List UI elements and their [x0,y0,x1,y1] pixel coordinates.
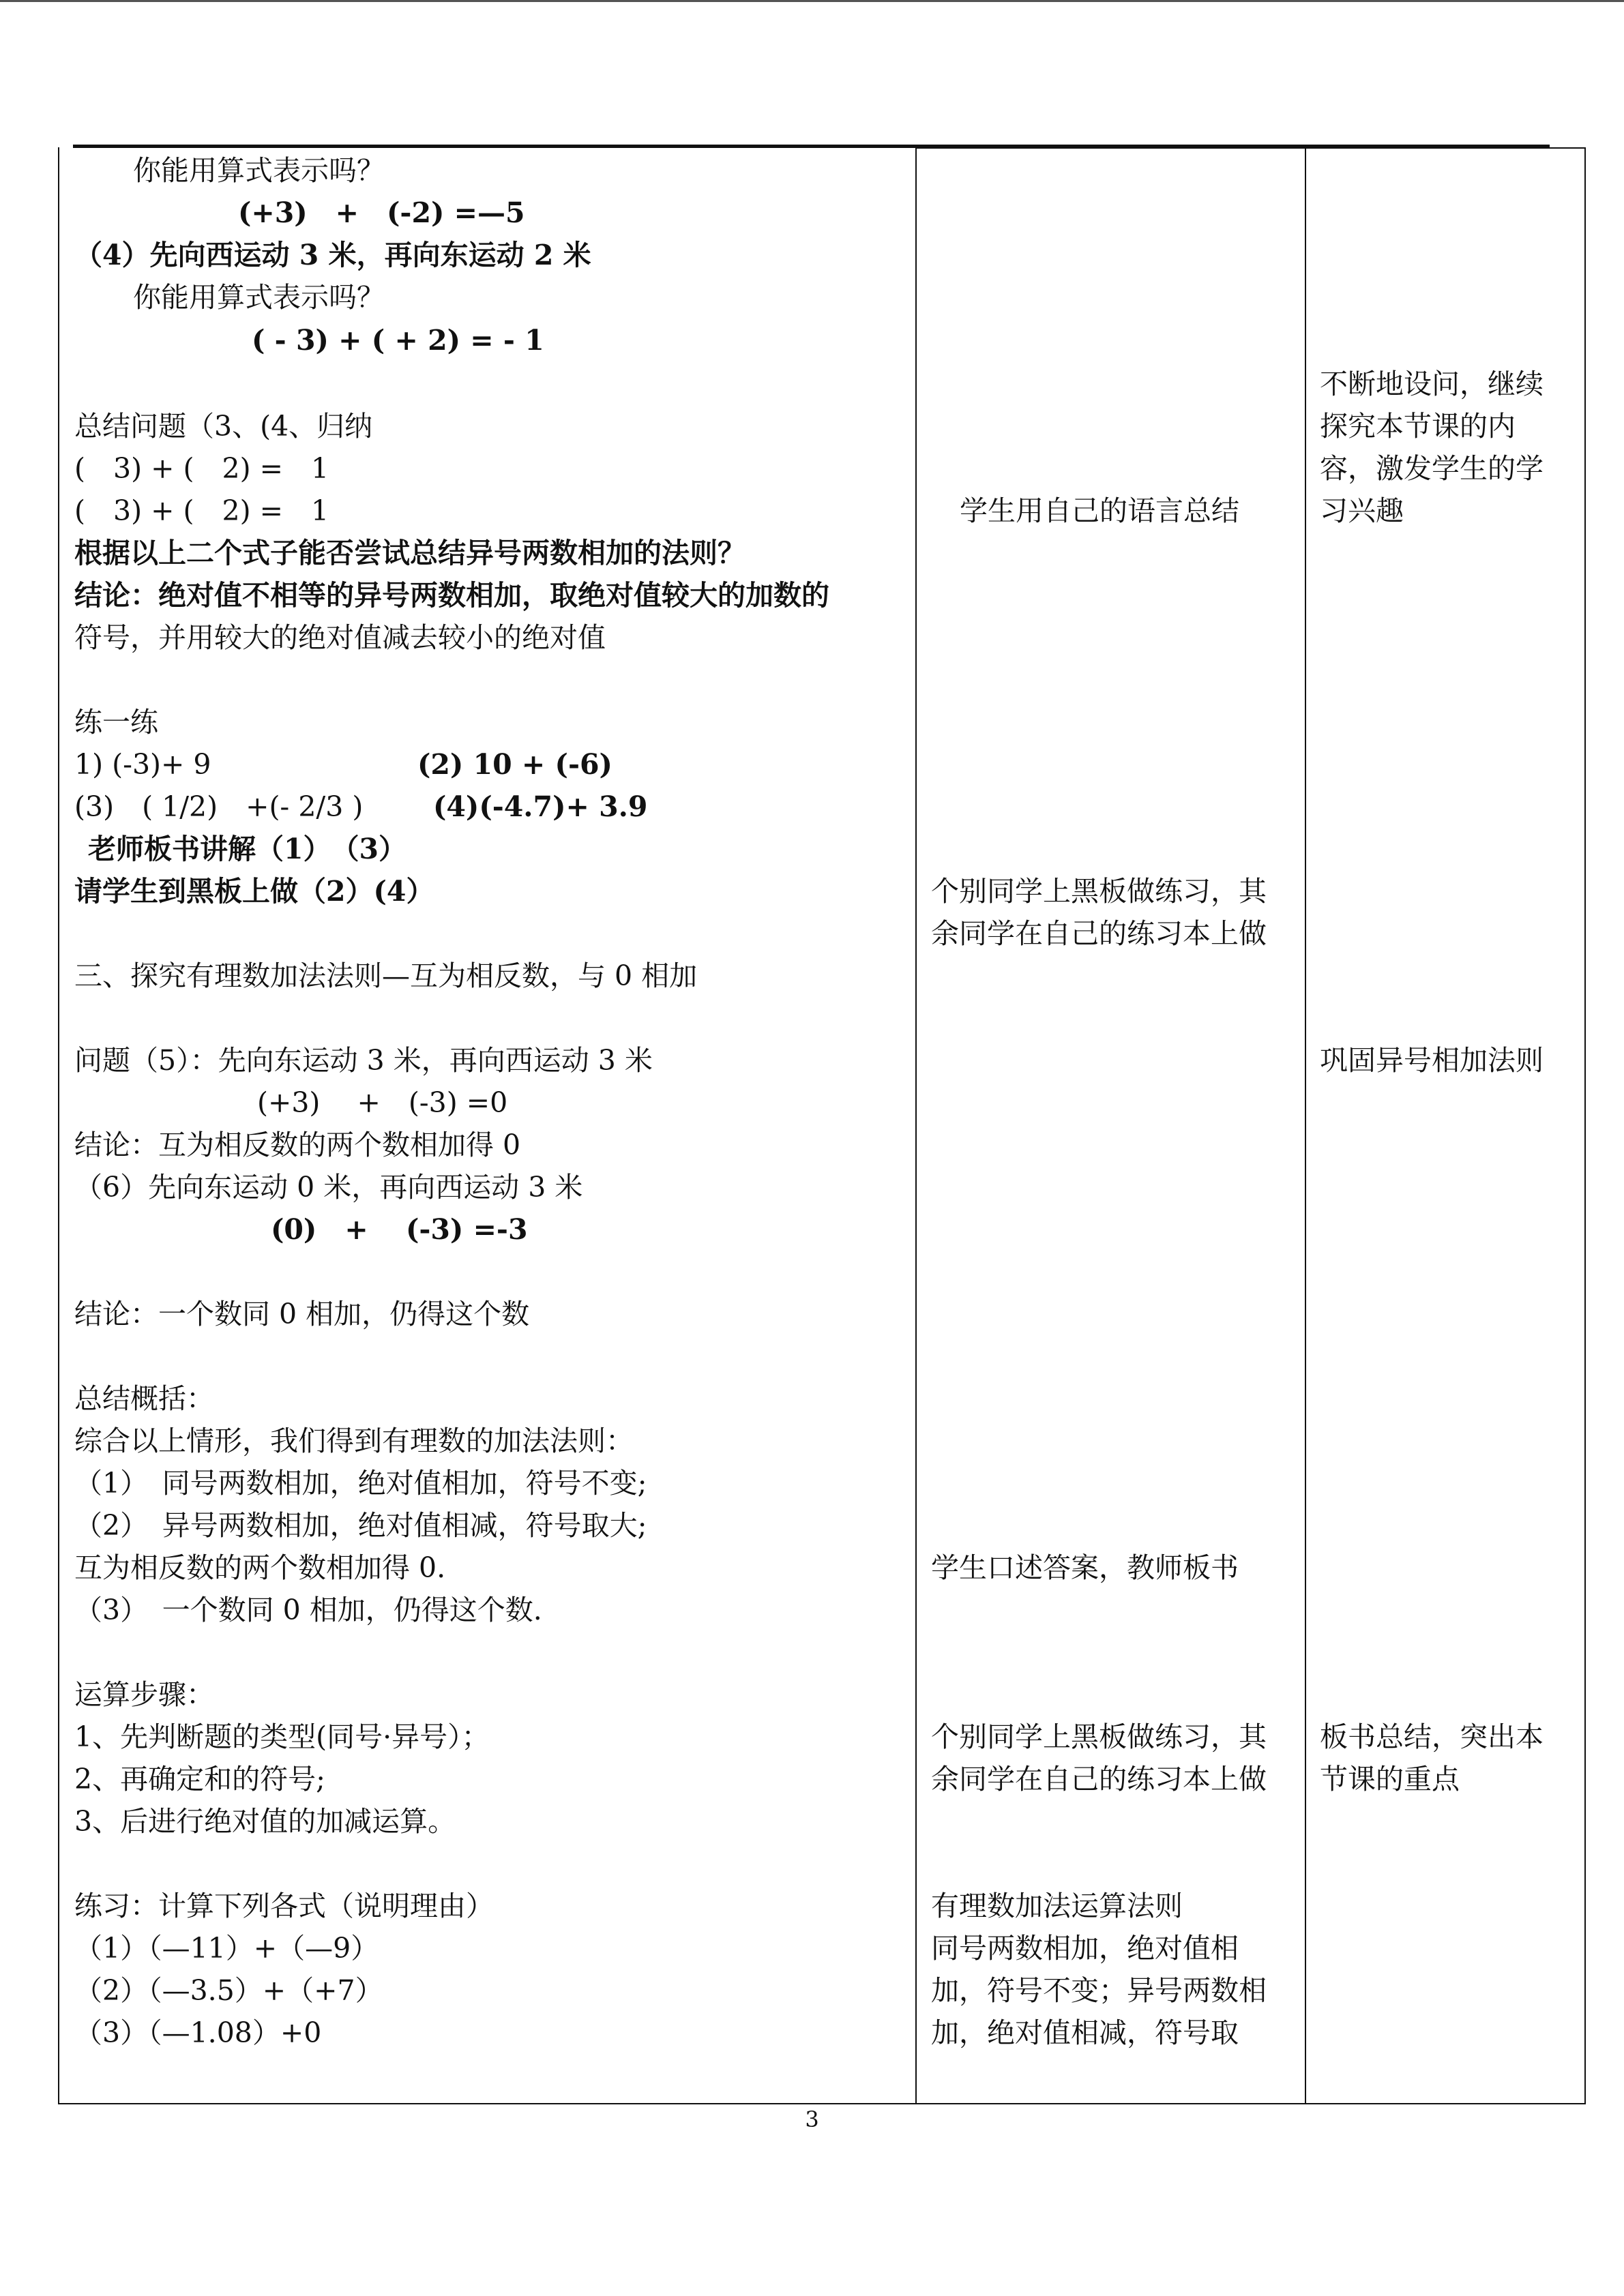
content-line: 老师板书讲解（1） （3） [88,833,407,865]
content-line: ( - 3) + ( + 2) = - 1 [252,324,544,357]
content-line: 练习：计算下列各式（说明理由） [74,1890,494,1922]
activity-line: 有理数加法运算法则 [931,1890,1183,1922]
content-line: 结论：绝对值不相等的异号两数相加，取绝对值较大的加数的 [74,579,829,612]
content-line: 2、再确定和的符号; [74,1763,325,1795]
content-line: (3) ( 1/2) +(- 2/3 ) [74,790,364,823]
activity-line: 个别同学上黑板做练习，其 [931,875,1267,908]
content-line: 结论：一个数同 0 相加，仍得这个数 [74,1298,530,1330]
intent-line: 不断地设问，继续 [1320,368,1544,400]
content-line: (+3) + (-2) =—5 [238,196,525,229]
content-line: 1、先判断题的类型(同号·异号）； [74,1720,490,1753]
activity-line: 个别同学上黑板做练习，其 [931,1720,1267,1753]
content-line: 三、探究有理数加法法则—互为相反数，与 0 相加 [74,959,698,992]
content-line: （1）（—11）+（—9） [74,1932,379,1965]
content-line: （2）（—3.5）+（+7） [74,1974,383,2007]
content-line: 总结概括： [74,1382,214,1415]
content-line: （3）（—1.08）+0 [74,2016,322,2049]
content-line: 符号，并用较大的绝对值减去较小的绝对值 [74,621,606,654]
lesson-table [58,147,1586,2104]
intent-line: 容，激发学生的学 [1320,452,1544,485]
column-divider [915,147,917,2103]
content-line: ( 3) + ( 2) = 1 [74,452,329,485]
content-line: ( 3) + ( 2) = 1 [74,494,329,527]
content-line: 问题（5）：先向东运动 3 米，再向西运动 3 米 [74,1044,653,1077]
intent-line: 探究本节课的内 [1320,410,1516,443]
content-line: 运算步骤： [74,1678,214,1711]
content-line: (2) 10 + (-6) [417,748,612,781]
activity-line: 余同学在自己的练习本上做 [931,917,1267,950]
content-line: 请学生到黑板上做（2）(4） [74,875,434,908]
activity-line: 加，绝对值相减，符号取 [931,2016,1239,2049]
activity-line: 同号两数相加，绝对值相 [931,1932,1239,1965]
activity-line: 加，符号不变；异号两数相 [931,1974,1267,2007]
content-line: 总结问题（3、(4、归纳 [74,410,373,443]
intent-line: 节课的重点 [1320,1763,1460,1795]
page-top-edge [0,0,1624,2]
content-line: 3、后进行绝对值的加减运算。 [74,1805,456,1838]
content-line: (+3) + (-3) =0 [257,1086,508,1119]
activity-line: 学生口述答案，教师板书 [931,1551,1239,1584]
content-line: 你能用算式表示吗？ [133,154,385,187]
intent-line: 巩固异号相加法则 [1320,1044,1544,1077]
content-line: 根据以上二个式子能否尝试总结异号两数相加的法则？ [74,537,745,569]
activity-line: 余同学在自己的练习本上做 [931,1763,1267,1795]
activity-line: 学生用自己的语言总结 [960,494,1239,527]
content-line: （6）先向东运动 0 米，再向西运动 3 米 [74,1171,583,1204]
content-line: 综合以上情形，我们得到有理数的加法法则： [74,1425,634,1457]
content-line: （4）先向西运动 3 米，再向东运动 2 米 [74,239,591,271]
column-divider [1305,147,1306,2103]
table-top-border [915,147,1584,149]
content-line: （2） 异号两数相加，绝对值相减，符号取大; [74,1509,647,1542]
content-line: （1） 同号两数相加，绝对值相加，符号不变; [74,1467,647,1500]
intent-line: 习兴趣 [1320,494,1404,527]
content-line: 互为相反数的两个数相加得 0. [74,1551,446,1584]
content-line: （3） 一个数同 0 相加，仍得这个数. [74,1594,542,1626]
content-line: (4)(-4.7)+ 3.9 [433,790,648,823]
page-number: 3 [805,2106,819,2132]
content-line: 你能用算式表示吗？ [133,281,385,314]
content-line: (0) + (-3) =-3 [271,1213,528,1246]
content-line: 练一练 [74,706,158,739]
intent-line: 板书总结，突出本 [1320,1720,1544,1753]
content-line: 1) (-3)+ 9 [74,748,211,781]
content-line: 结论：互为相反数的两个数相加得 0 [74,1129,521,1161]
